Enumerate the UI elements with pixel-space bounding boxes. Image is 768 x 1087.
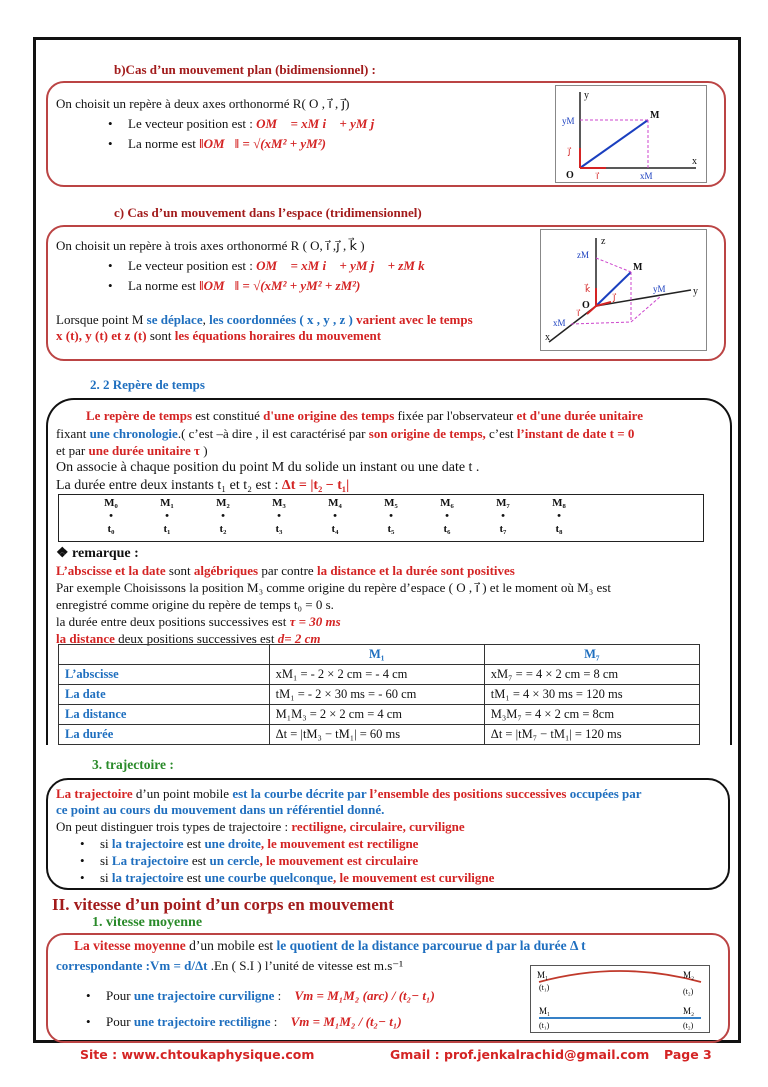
figure-trajectories	[530, 965, 710, 1033]
strip-dot: •	[389, 510, 393, 522]
text: fixant	[56, 426, 90, 441]
strip-position-label: M₂	[216, 497, 230, 509]
table-row	[59, 665, 700, 685]
text: d’un mobile est	[185, 938, 277, 953]
text: est	[183, 870, 205, 885]
repere-p1	[86, 408, 643, 424]
section-c-line1: On choisit un repère à trois axes orthonormé R ( O, i⃗ ,j⃗ , k⃗ )	[56, 238, 365, 253]
text: , le mouvement est curviligne	[333, 870, 495, 885]
fig-m1-top: M₁	[537, 970, 549, 980]
fig2d-j: j⃗	[568, 146, 571, 156]
section-b-bullet1: • Le vecteur position est : OM⃗ = xM i⃗ + yM j⃗	[108, 116, 385, 131]
section-b-line1: On choisit un repère à deux axes orthonormé R( O , i⃗ , j⃗)	[56, 96, 350, 111]
text: L’abscisse et la date	[56, 563, 166, 578]
text: la distance et la durée sont positives	[316, 563, 515, 578]
position-vector-formula: OM⃗ = xM i⃗ + yM j⃗ + zM k⃗	[256, 258, 435, 273]
text: son origine de temps,	[368, 426, 486, 441]
figure-2d-axes	[555, 85, 707, 183]
strip-position-label: M₆	[440, 497, 454, 509]
text: si	[100, 870, 112, 885]
traj-b2: • si La trajectoire est un cercle, le mouvement est circulaire	[80, 853, 419, 868]
remarque-l3: enregistré comme origine du repère de temps t₀ = 0 s.	[56, 597, 334, 612]
fig3d-o: O	[582, 300, 590, 311]
table-cell: La date	[59, 685, 270, 705]
section-c-text1	[56, 312, 473, 328]
table-cell: tM₁ = - 2 × 30 ms = - 60 cm	[269, 685, 484, 705]
strip-point	[264, 497, 294, 536]
strip-instant-label: t₃	[275, 523, 283, 535]
section-b-title: b)Cas d’un mouvement plan (bidimensionnel) :	[114, 62, 376, 77]
figure-3d-svg	[541, 230, 706, 350]
strip-point	[152, 497, 182, 536]
text: On peut distinguer trois types de trajectoire :	[56, 819, 292, 834]
table-header-row	[59, 645, 700, 665]
strip-instant-label: t₀	[107, 523, 115, 535]
figure-3d-axes	[540, 229, 707, 351]
vitesse-l2	[56, 958, 403, 974]
table-cell: La distance	[59, 705, 270, 725]
vitesse-l1	[74, 938, 586, 954]
fig3d-x: x	[545, 332, 550, 343]
remarque-title: ❖ remarque :	[56, 546, 139, 561]
example-table-body	[59, 645, 700, 745]
text: Le repère de temps	[86, 408, 193, 423]
strip-instant-label: t₆	[443, 523, 451, 535]
table-cell: Δt = |tM₃ − tM₁| = 60 ms	[269, 725, 484, 745]
bullet-label: Le vecteur position est :	[128, 116, 253, 131]
fig2d-x: x	[692, 156, 697, 167]
text: une durée unitaire τ	[88, 443, 201, 458]
traj-b3: • si la trajectoire est une courbe quelconque, le mouvement est curviligne	[80, 870, 495, 885]
text: d'une origine des temps	[263, 408, 395, 423]
text: le quotient de la distance parcourue d par la durée Δ t	[276, 938, 586, 953]
fig-t1-bottom: (t₁)	[539, 1021, 550, 1030]
text: occupées par	[566, 786, 642, 801]
text: .En ( S.I ) l’unité de vitesse est m.s⁻¹	[207, 958, 404, 973]
fig-m2-top: M₂	[683, 970, 695, 980]
table-cell: La durée	[59, 725, 270, 745]
table-header-cell	[59, 645, 270, 665]
section-c-content	[56, 238, 536, 348]
fig-t1-top: (t₁)	[539, 983, 550, 992]
table-cell: xM₁ = - 2 × 2 cm = - 4 cm	[269, 665, 484, 685]
section-c-text2	[56, 328, 381, 344]
text: les équations horaires du mouvement	[174, 328, 382, 343]
text: Pour	[106, 988, 134, 1003]
duration-formula: Δt = |t₂ − t₁|	[281, 478, 350, 493]
table-cell: tM₁ = 4 × 30 ms = 120 ms	[484, 685, 699, 705]
section-3-title: 3. trajectoire :	[92, 757, 174, 772]
bullet-label: Le vecteur position est :	[128, 258, 253, 273]
remarque-l4	[56, 614, 341, 630]
fig3d-z: z	[601, 236, 606, 247]
vitesse-b1: • Pour une trajectoire curviligne : Vm = M₁M₂ (arc) / (t₂− t₁)	[86, 988, 435, 1003]
table-row	[59, 725, 700, 745]
section-c-bullet1: • Le vecteur position est : OM⃗ = xM i⃗ + yM j⃗ + zM k⃗	[108, 258, 435, 273]
text: une trajectoire rectiligne	[133, 1014, 271, 1029]
strip-position-label: M₁	[160, 497, 174, 509]
text: l’ensemble des positions successives	[369, 786, 567, 801]
strip-dot: •	[557, 510, 561, 522]
chronophotography-strip	[58, 494, 704, 542]
strip-instant-label: t₄	[331, 523, 339, 535]
fig3d-xm: xM	[553, 318, 566, 328]
traj-b1: • si la trajectoire est une droite, le mouvement est rectiligne	[80, 836, 419, 851]
text: Pour	[106, 1014, 134, 1029]
strip-point	[96, 497, 126, 536]
text: :	[274, 988, 282, 1003]
position-vector-formula: OM⃗ = xM i⃗ + yM j⃗	[256, 116, 385, 131]
text: d= 2 cm	[277, 631, 321, 646]
text: si	[100, 836, 112, 851]
strip-instant-label: t₈	[555, 523, 563, 535]
fig-m1-bottom: M₁	[539, 1006, 551, 1016]
traj-l2: ce point au cours du mouvement dans un référentiel donné.	[56, 802, 385, 817]
fig3d-ym: yM	[653, 284, 666, 294]
strip-dot: •	[109, 510, 113, 522]
strip-dot: •	[333, 510, 337, 522]
strip-position-label: M₈	[552, 497, 566, 509]
figure-2d-svg	[556, 86, 706, 182]
text: fixée par l'observateur	[394, 408, 517, 423]
vitesse-b2: • Pour une trajectoire rectiligne : Vm = M₁M₂ / (t₂− t₁)	[86, 1014, 402, 1029]
repere-p2	[56, 426, 634, 442]
strip-dot: •	[501, 510, 505, 522]
strip-point	[320, 497, 350, 536]
footer-site: Site : www.chtoukaphysique.com	[80, 1047, 315, 1062]
text: se déplace	[146, 312, 203, 327]
strip-dot: •	[165, 510, 169, 522]
fig2d-i: i⃗	[596, 171, 599, 181]
text: .( c’est –à dire , il est caractérisé par	[177, 426, 369, 441]
traj-l3	[56, 819, 465, 835]
text: Lorsque point M	[56, 312, 147, 327]
strip-dot: •	[221, 510, 225, 522]
fig3d-y: y	[693, 286, 698, 297]
repere-p3	[56, 443, 208, 459]
figure-trajectories-svg	[531, 966, 709, 1032]
text: est	[188, 853, 210, 868]
fig2d-y: y	[584, 90, 589, 101]
strip-point	[488, 497, 518, 536]
text: rectiligne, circulaire, curviligne	[291, 819, 465, 834]
fig3d-k: k⃗	[585, 284, 591, 294]
fig3d-m: M	[633, 262, 643, 273]
strip-position-label: M₃	[272, 497, 286, 509]
strip-dot: •	[277, 510, 281, 522]
text: La durée entre deux instants t₁ et t₂ est :	[56, 478, 282, 493]
strip-point	[208, 497, 238, 536]
text: , le mouvement est rectiligne	[260, 836, 419, 851]
footer-page: Page 3	[664, 1047, 712, 1062]
text: l’instant de date t = 0	[516, 426, 635, 441]
remarque-l1	[56, 563, 515, 579]
text: algébriques	[193, 563, 259, 578]
section-II-title: II. vitesse d’un point d’un corps en mouvement	[52, 895, 394, 914]
strip-position-label: M₀	[104, 497, 118, 509]
fig3d-i: i⃗	[577, 308, 580, 318]
text: La trajectoire	[56, 786, 133, 801]
text: une trajectoire curviligne	[133, 988, 275, 1003]
table-cell: L’abscisse	[59, 665, 270, 685]
table-cell: xM₇ = = 4 × 2 cm = 8 cm	[484, 665, 699, 685]
fig2d-ym: yM	[562, 116, 575, 126]
strip-point	[544, 497, 574, 536]
traj-l1	[56, 786, 642, 802]
footer-gmail: Gmail : prof.jenkalrachid@gmail.com	[390, 1047, 650, 1062]
table-cell: M₃M₇ = 4 × 2 cm = 8cm	[484, 705, 699, 725]
text: , le mouvement est circulaire	[259, 853, 419, 868]
strip-instant-label: t₂	[219, 523, 227, 535]
strip-instant-label: t₁	[163, 523, 171, 535]
section-II-sub: 1. vitesse moyenne	[92, 915, 203, 930]
norm-formula: ‖OM⃗‖ = √(xM² + yM² + zM²)	[199, 278, 361, 293]
text: les coordonnées ( x , y , z )	[209, 312, 357, 327]
text: une courbe quelconque	[204, 870, 334, 885]
strip-point	[376, 497, 406, 536]
text: la trajectoire	[111, 870, 184, 885]
text: La trajectoire	[111, 853, 189, 868]
text: est	[183, 836, 205, 851]
text: varient avec le temps	[356, 312, 473, 327]
strip-point	[432, 497, 462, 536]
strip-instant-label: t₇	[499, 523, 507, 535]
text: deux positions successives est	[114, 631, 278, 646]
example-table	[58, 644, 700, 745]
text: une chronologie	[89, 426, 178, 441]
remarque-l2: Par exemple Choisissons la position M₃ comme origine du repère d’espace ( O , i⃗ ) et le moment où M₃ est	[56, 580, 611, 595]
section-22-title: 2. 2 Repère de temps	[90, 377, 205, 392]
text: sont	[149, 328, 175, 343]
section-c-bullet2: • La norme est ‖OM⃗‖ = √(xM² + yM² + zM²)	[108, 278, 361, 293]
strip-instant-label: t₅	[387, 523, 395, 535]
text: la distance	[56, 631, 115, 646]
fig3d-zm: zM	[577, 250, 589, 260]
text: un cercle	[209, 853, 260, 868]
strip-position-label: M₇	[496, 497, 510, 509]
fig2d-xm: xM	[640, 171, 653, 181]
text: x (t), y (t) et z (t)	[56, 328, 150, 343]
text: d’un point mobile	[132, 786, 233, 801]
curvilinear-speed-formula: Vm = M₁M₂ (arc) / (t₂− t₁)	[294, 988, 435, 1003]
text: si	[100, 853, 112, 868]
fig2d-m: M	[650, 110, 660, 121]
strip-position-label: M₄	[328, 497, 342, 509]
text: la durée entre deux positions successives est	[56, 614, 290, 629]
bullet-label: La norme est	[128, 278, 196, 293]
text: et par	[56, 443, 89, 458]
fig-m2-bottom: M₂	[683, 1006, 695, 1016]
table-header-cell: M₇	[484, 645, 699, 665]
strip-dot: •	[445, 510, 449, 522]
text: τ = 30 ms	[289, 614, 341, 629]
fig-t2-top: (t₂)	[683, 987, 694, 996]
table-header-cell: M₁	[269, 645, 484, 665]
section-c-title: c) Cas d’un mouvement dans l’espace (tridimensionnel)	[114, 205, 422, 220]
norm-formula: ‖OM⃗‖ = √(xM² + yM²)	[199, 136, 326, 151]
section-b-content	[56, 96, 556, 176]
fig-t2-bottom: (t₂)	[683, 1021, 694, 1030]
section-b-bullet2: • La norme est ‖OM⃗‖ = √(xM² + yM²)	[108, 136, 326, 151]
text: )	[200, 443, 208, 458]
strip-position-label: M₅	[384, 497, 398, 509]
text: est constitué	[192, 408, 264, 423]
text: sont	[165, 563, 194, 578]
text: par contre	[258, 563, 317, 578]
bullet-label: La norme est	[128, 136, 196, 151]
text: :	[270, 1014, 278, 1029]
table-row	[59, 705, 700, 725]
fig2d-o: O	[566, 170, 574, 181]
mean-speed-formula: correspondante :Vm = d/Δt	[56, 958, 208, 973]
table-cell: Δt = |tM₇ − tM₁| = 120 ms	[484, 725, 699, 745]
rectilinear-speed-formula: Vm = M₁M₂ / (t₂− t₁)	[290, 1014, 402, 1029]
text: c’est	[485, 426, 517, 441]
repere-p5	[56, 478, 349, 494]
fig3d-j: j⃗	[613, 292, 616, 302]
strip-points	[59, 495, 703, 541]
text: est la courbe décrite par	[232, 786, 370, 801]
text: ,	[202, 312, 210, 327]
table-cell: M₁M₃ = 2 × 2 cm = 4 cm	[269, 705, 484, 725]
repere-p4: On associe à chaque position du point M du solide un instant ou une date t .	[56, 460, 480, 475]
table-row	[59, 685, 700, 705]
text: La vitesse moyenne	[74, 938, 186, 953]
text: la trajectoire	[111, 836, 184, 851]
text: et d'une durée unitaire	[516, 408, 643, 423]
text: une droite	[204, 836, 261, 851]
